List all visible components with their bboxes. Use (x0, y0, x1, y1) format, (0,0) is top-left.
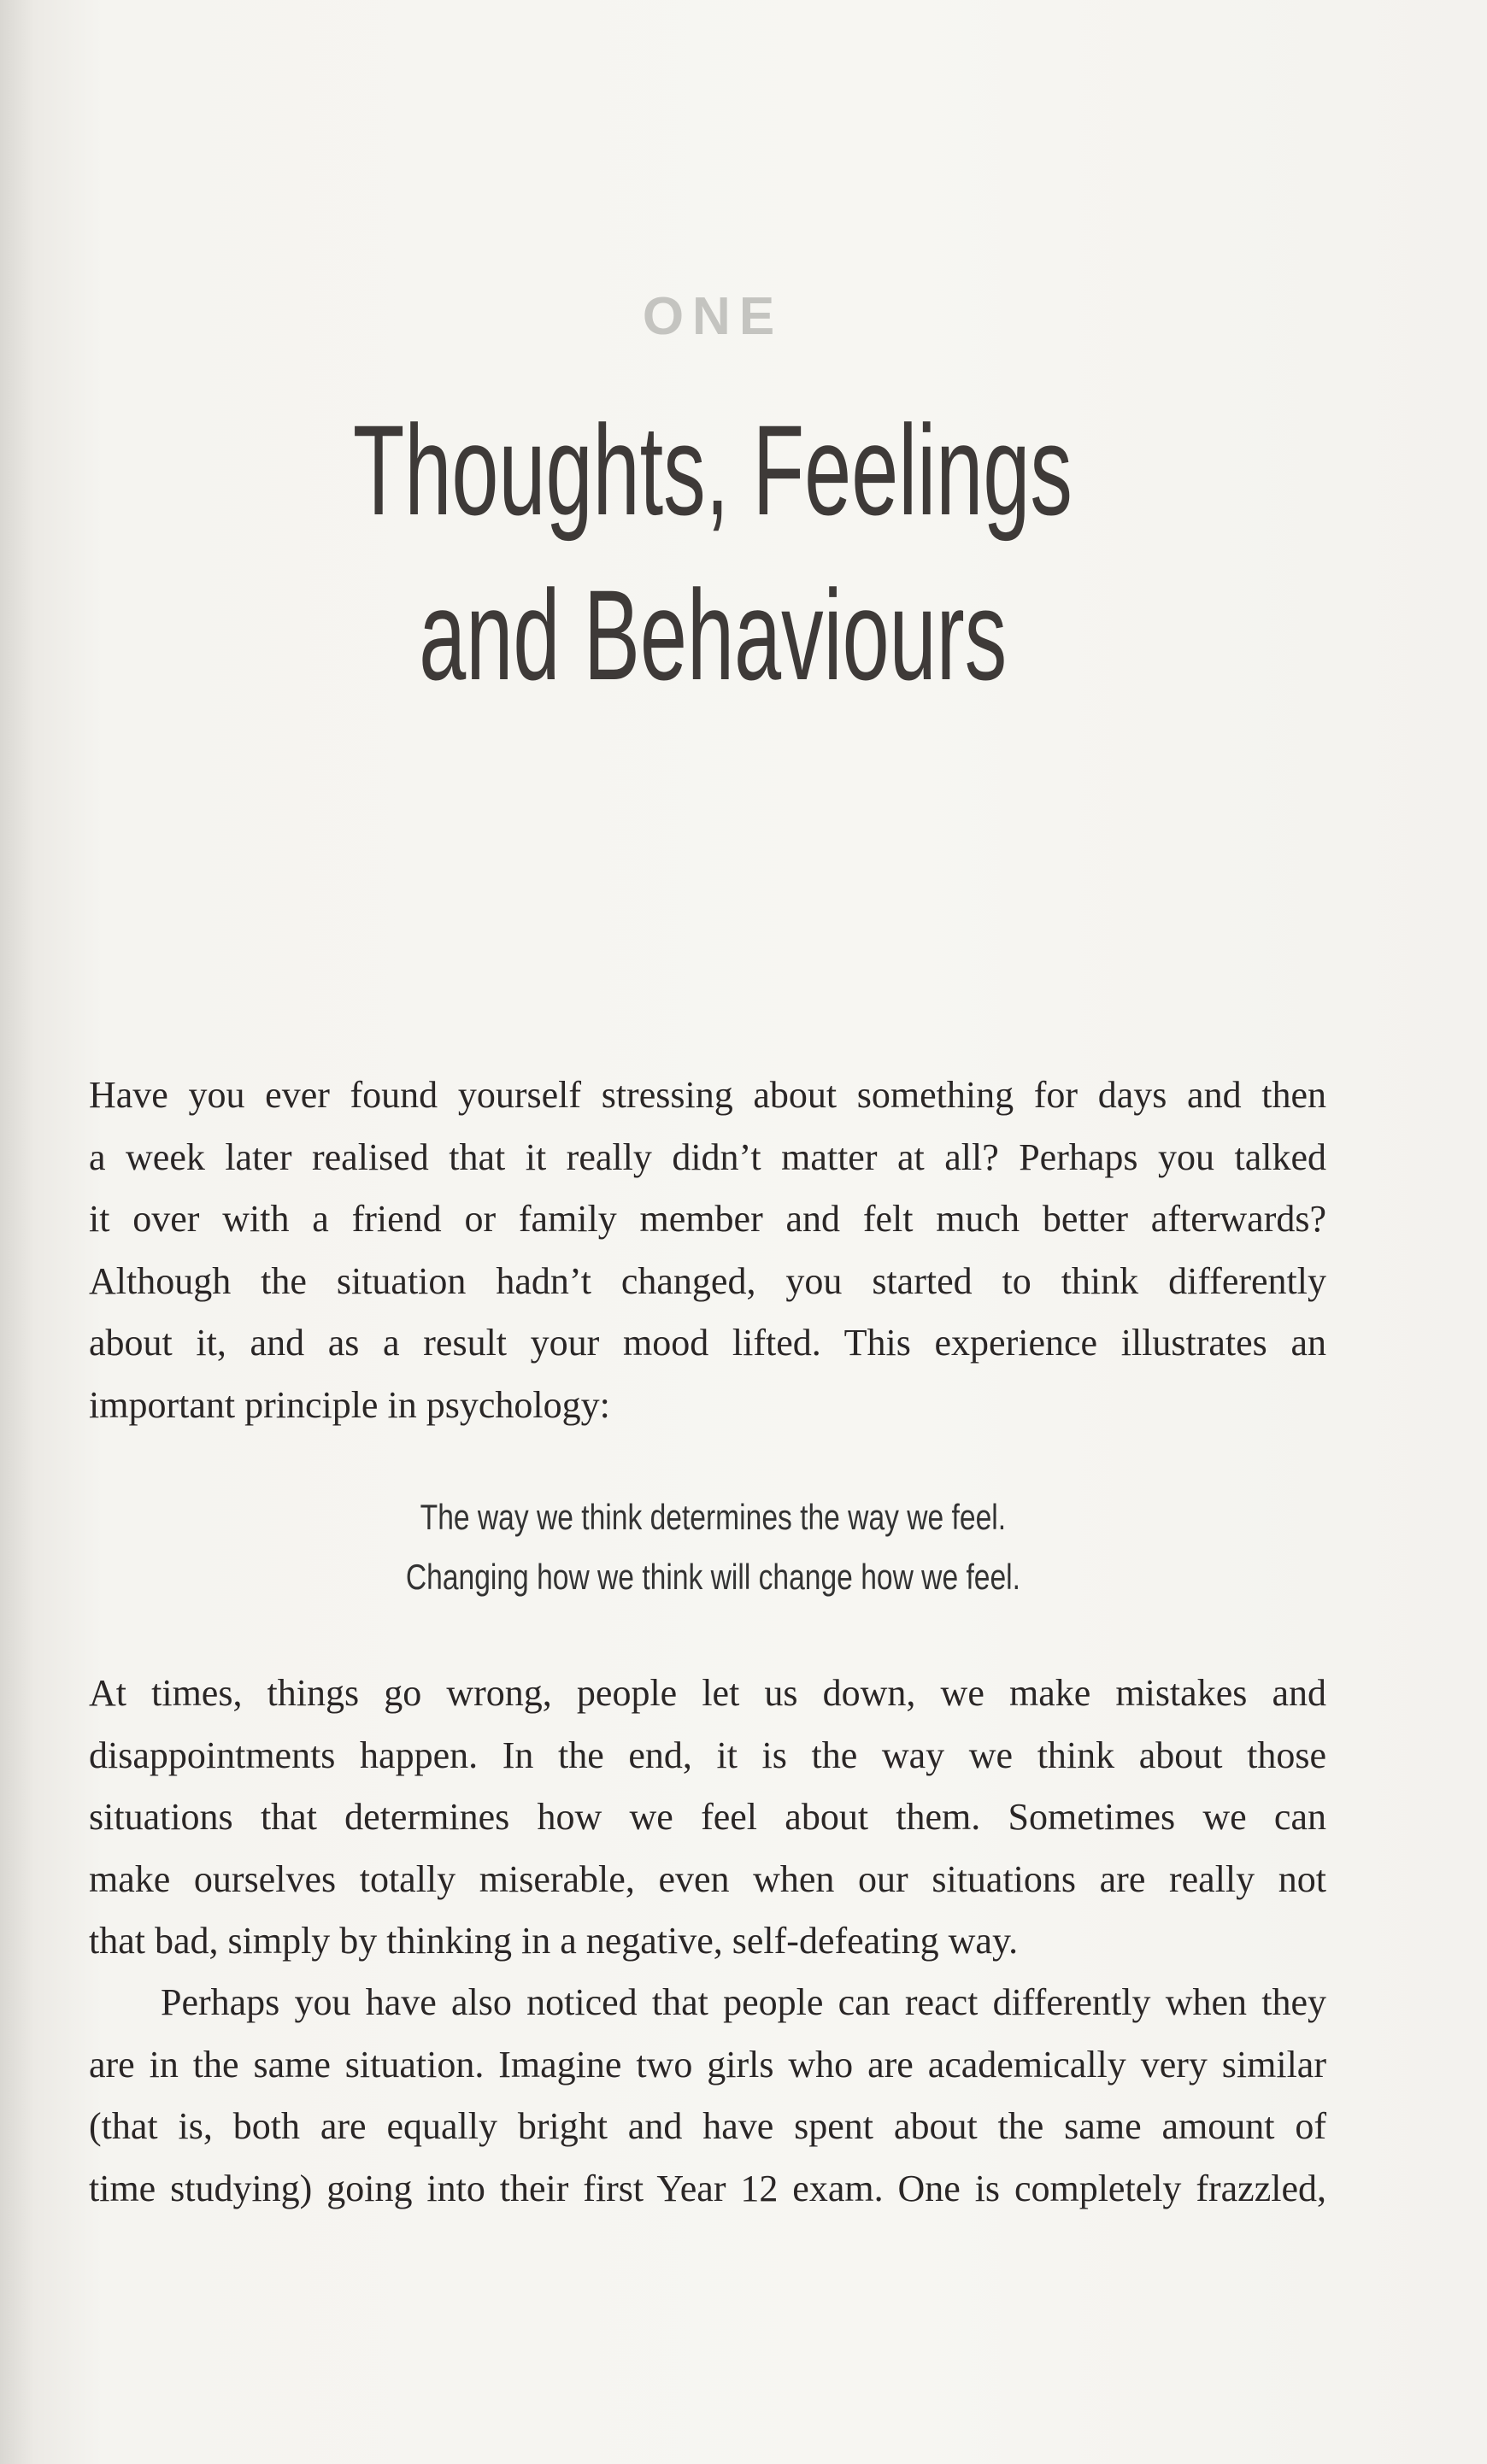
text-line: about it, and as a result your mood lifted. This experience illustrates an (89, 1322, 1326, 1364)
principle-quote (0, 1487, 1425, 1607)
quote-line: The way we think determines the way we feel. (420, 1497, 1006, 1537)
paragraph-2 (89, 1663, 1326, 1973)
text-line: At times, things go wrong, people let us down, we make mistakes and (89, 1672, 1326, 1714)
text-line: time studying) going into their first Year 12 exam. One is completely frazzled, (89, 2167, 1326, 2209)
paragraph-1 (89, 1065, 1326, 1436)
chapter-title-line-2 (0, 563, 1425, 707)
text-line: (that is, both are equally bright and have spent about the same amount of (89, 2105, 1326, 2147)
text-line: make ourselves totally miserable, even when our situations are really not (89, 1857, 1326, 1900)
chapter-number: ONE (642, 287, 784, 346)
text-line: Although the situation hadn’t changed, you started to think differently (89, 1259, 1326, 1302)
text-line: Have you ever found yourself stressing about something for days and then (89, 1074, 1326, 1116)
text-line: situations that determines how we feel about them. Sometimes we can (89, 1796, 1326, 1838)
text-line: important principle in psychology: (89, 1383, 610, 1426)
text-line: it over with a friend or family member and felt much better afterwards? (89, 1198, 1326, 1240)
text-line: are in the same situation. Imagine two girls who are academically very similar (89, 2043, 1326, 2086)
chapter-title-text: and Behaviours (419, 563, 1007, 707)
text-line: Perhaps you have also noticed that people can react differently when they (161, 1981, 1326, 2023)
paragraph-3 (89, 1972, 1326, 2220)
chapter-title-line-1 (0, 398, 1425, 542)
quote-line: Changing how we think will change how we feel. (405, 1557, 1020, 1597)
text-line: a week later realised that it really didn’t matter at all? Perhaps you talked (89, 1135, 1326, 1178)
chapter-title-text: Thoughts, Feelings (352, 398, 1073, 542)
text-line: disappointments happen. In the end, it is the way we think about those (89, 1734, 1326, 1776)
text-line: that bad, simply by thinking in a negative, self-defeating way. (89, 1920, 1019, 1962)
